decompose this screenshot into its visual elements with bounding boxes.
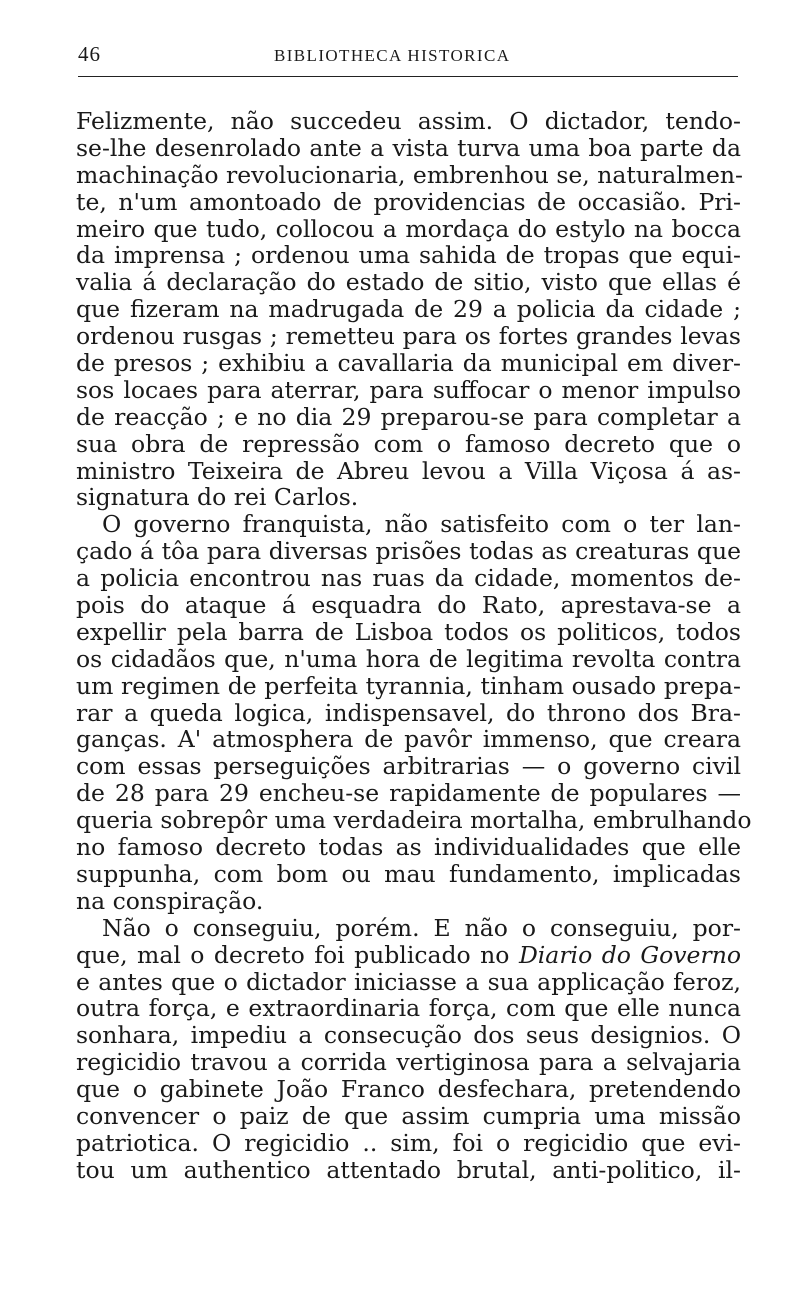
- text-line: que o gabinete João Franco desfechara, pretendendo: [76, 1075, 741, 1104]
- text-line: regicidio travou a corrida vertiginosa para a selvajaria: [76, 1048, 741, 1077]
- paragraph-end-line: na conspiração.: [76, 886, 264, 915]
- text-line: Felizmente, não succedeu assim. O dictador, tendo-: [76, 107, 741, 135]
- text-line: que fizeram na madrugada de 29 a policia da cidade ;: [76, 295, 741, 324]
- text-line: tou um authentico attentado brutal, anti-politico, il-: [76, 1155, 741, 1184]
- text-line: no famoso decreto todas as individualidades que elle: [76, 833, 741, 862]
- text-line: pois do ataque á esquadra do Rato, aprestava-se a: [76, 591, 741, 620]
- text-line: com essas perseguições arbitrarias — o governo civil: [76, 752, 741, 781]
- body-text: [76, 107, 752, 1184]
- text-line: suppunha, com bom ou mau fundamento, implicadas: [76, 859, 741, 888]
- text-line: te, n'um amontoado de providencias de occasião. Pri-: [76, 187, 741, 216]
- text-line: convencer o paiz de que assim cumpria uma missão: [76, 1101, 741, 1130]
- paragraph-start-line: O governo franquista, não satisfeito com o ter lan-: [102, 510, 741, 539]
- text-line: outra força, e extraordinaria força, com que elle nunca: [76, 994, 741, 1023]
- text-line: patriotica. O regicidio .. sim, foi o regicidio que evi-: [76, 1128, 741, 1157]
- text-line: e antes que o dictador iniciasse a sua applicação feroz,: [76, 967, 741, 996]
- text-line: queria sobrepôr uma verdadeira mortalha, embrulhando: [76, 806, 752, 835]
- newspaper-title: Diario do Governo: [518, 940, 741, 969]
- text-line: sos locaes para aterrar, para suffocar o menor impulso: [76, 375, 741, 404]
- text-line-with-title: [76, 942, 741, 969]
- text-line: ministro Teixeira de Abreu levou a Villa Viçosa á as-: [76, 456, 741, 485]
- text-line: a policia encontrou nas ruas da cidade, momentos de-: [76, 564, 741, 593]
- text-line: ganças. A' atmosphera de pavôr immenso, que creara: [76, 725, 741, 754]
- text-line: da imprensa ; ordenou uma sahida de tropas que equi-: [76, 241, 741, 270]
- text-line: de presos ; exhibiu a cavallaria da municipal em diver-: [76, 349, 741, 378]
- text-line: çado á tôa para diversas prisões todas as creaturas que: [76, 537, 741, 566]
- text-line: valia á declaração do estado de sitio, visto que ellas é: [76, 268, 741, 297]
- page-header: [78, 42, 738, 77]
- text-line: meiro que tudo, collocou a mordaça do estylo na bocca: [76, 214, 741, 243]
- text-line: um regimen de perfeita tyrannia, tinham ousado prepa-: [76, 671, 741, 700]
- text-line: de 28 para 29 encheu-se rapidamente de populares —: [76, 779, 741, 808]
- text-line: sua obra de repressão com o famoso decreto que o: [76, 429, 741, 458]
- text-line: expellir pela barra de Lisboa todos os politicos, todos: [76, 617, 741, 646]
- text-line: de reacção ; e no dia 29 preparou-se para completar a: [76, 402, 741, 431]
- text-line: sonhara, impediu a consecução dos seus designios. O: [76, 1021, 741, 1050]
- page-number: 46: [78, 42, 101, 66]
- text-line: rar a queda logica, indispensavel, do throno dos Bra-: [76, 698, 741, 727]
- paragraph-end-line: signatura do rei Carlos.: [76, 483, 359, 512]
- text-line: machinação revolucionaria, embrenhou se, naturalmen-: [76, 160, 743, 189]
- text-line: os cidadãos que, n'uma hora de legitima revolta contra: [76, 644, 741, 673]
- text-line: ordenou rusgas ; remetteu para os fortes grandes levas: [76, 322, 741, 351]
- paragraph-start-line: Não o conseguiu, porém. E não o conseguiu, por-: [102, 913, 741, 942]
- line-text: que, mal o decreto foi publicado no: [76, 940, 510, 969]
- text-line: se-lhe desenrolado ante a vista turva uma boa parte da: [76, 133, 741, 162]
- running-title: BIBLIOTHECA HISTORICA: [274, 46, 511, 65]
